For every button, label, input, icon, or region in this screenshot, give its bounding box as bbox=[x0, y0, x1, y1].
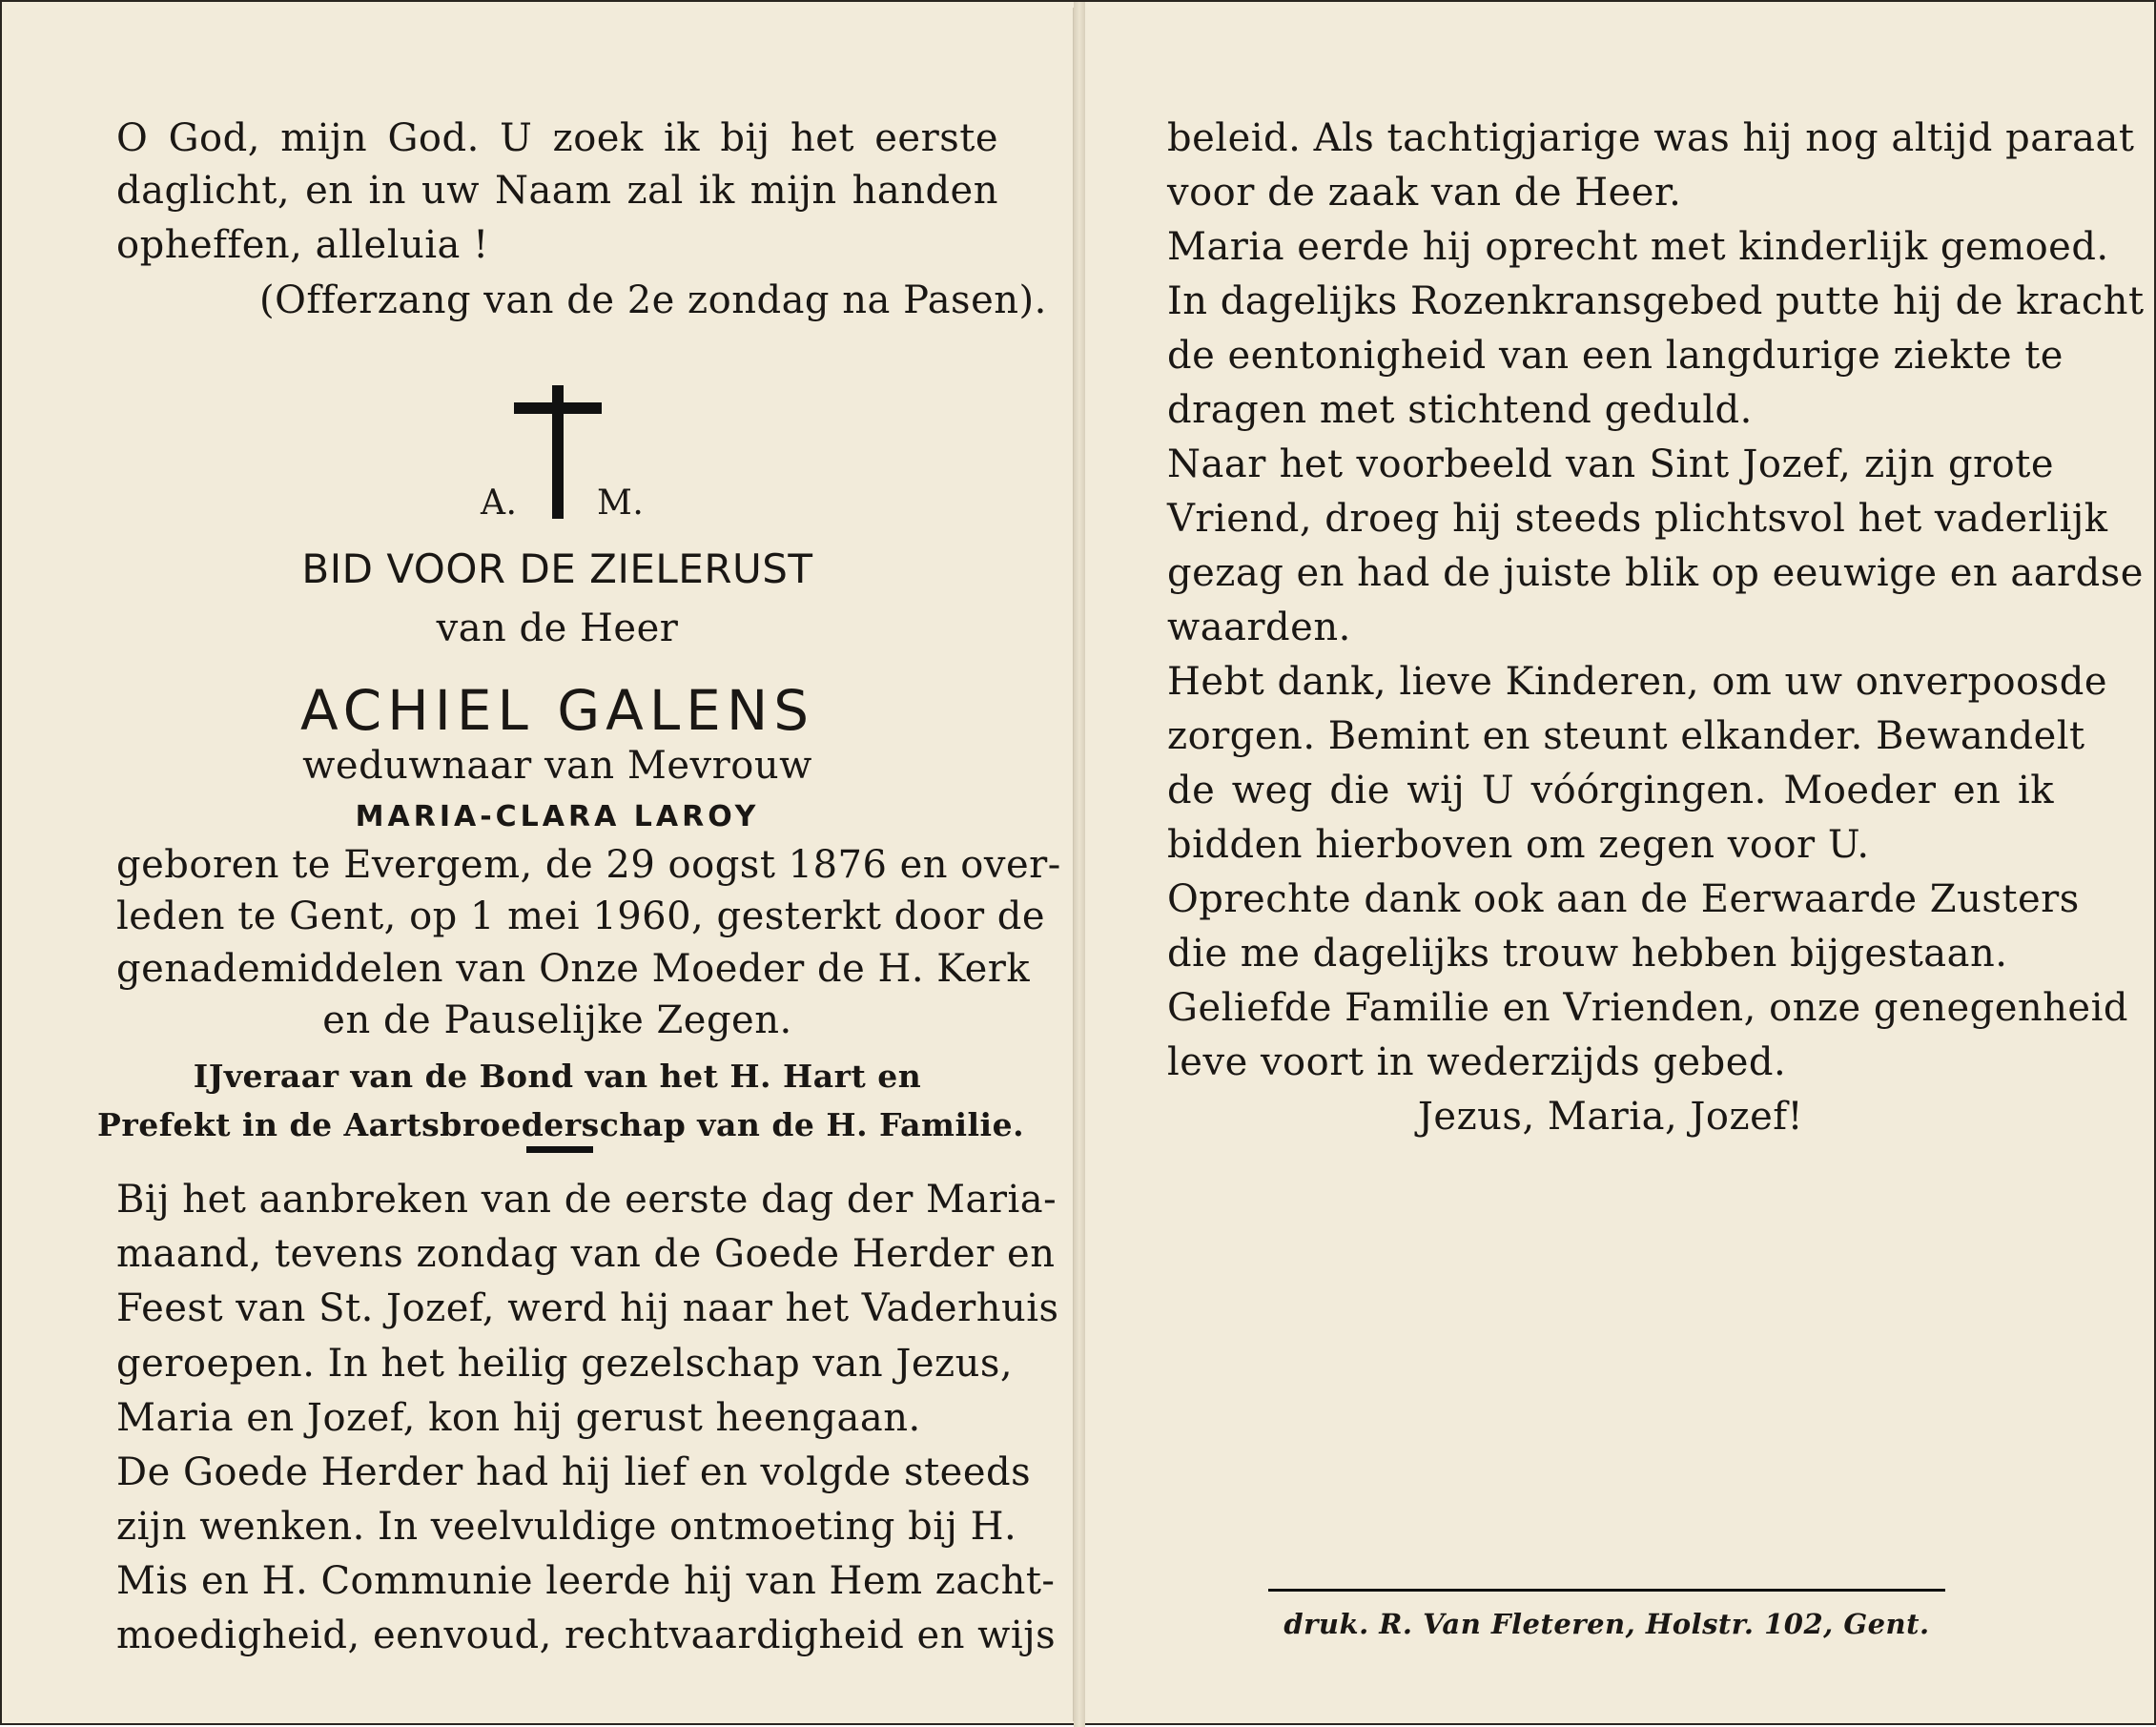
bio-line: genademiddelen van Onze Moeder de H. Kerk bbox=[116, 947, 1031, 991]
bio-line: geboren te Evergem, de 29 oogst 1876 en over- bbox=[116, 843, 1061, 887]
text-line: Oprechte dank ook aan de Eerwaarde Zusters bbox=[1167, 877, 2080, 921]
initials-m: M. bbox=[597, 483, 645, 523]
text-line: Geliefde Familie en Vrienden, onze genegenheid bbox=[1167, 986, 2128, 1030]
text-line: Maria eerde hij oprecht met kinderlijk gemoed. bbox=[1167, 225, 2109, 269]
text-line: Hebt dank, lieve Kinderen, om uw onverpoosde bbox=[1167, 660, 2108, 704]
text-line: voor de zaak van de Heer. bbox=[1167, 171, 1682, 215]
text-line: Bij het aanbreken van de eerste dag der Maria- bbox=[116, 1178, 1057, 1222]
cross-icon-bar bbox=[514, 402, 602, 414]
text-line: De Goede Herder had hij lief en volgde steeds bbox=[116, 1450, 1032, 1494]
text-line: maand, tevens zondag van de Goede Herder en bbox=[116, 1232, 1056, 1276]
text-line: Maria en Jozef, kon hij gerust heengaan. bbox=[116, 1396, 921, 1440]
text-line: geroepen. In het heilig gezelschap van Jezus, bbox=[116, 1342, 1014, 1386]
deceased-name: ACHIEL GALENS bbox=[299, 678, 815, 743]
card-fold bbox=[1074, 2, 1085, 1727]
text-line: bidden hierboven om zegen voor U. bbox=[1167, 823, 1870, 867]
divider-rule bbox=[1268, 1589, 1945, 1592]
bio-line: leden te Gent, op 1 mei 1960, gesterkt door de bbox=[116, 894, 1046, 938]
text-line: Naar het voorbeeld van Sint Jozef, zijn grote bbox=[1167, 442, 2054, 486]
text-line: leve voort in wederzijds gebed. bbox=[1167, 1040, 1787, 1084]
heading: BID VOOR DE ZIELERUST bbox=[301, 545, 813, 592]
text-line: Vriend, droeg hij steeds plichtsvol het vaderlijk bbox=[1167, 497, 2108, 541]
text-line: Feest van St. Jozef, werd hij naar het Vaderhuis bbox=[116, 1286, 1059, 1330]
text-line: de weg die wij U vóórgingen. Moeder en ik bbox=[1167, 769, 2054, 812]
text-line: gezag en had de juiste blik op eeuwige en aardse bbox=[1167, 551, 2144, 595]
salutation: van de Heer bbox=[436, 607, 679, 650]
widower-of: weduwnaar van Mevrouw bbox=[302, 744, 812, 788]
text-line: zijn wenken. In veelvuldige ontmoeting bij H. bbox=[116, 1505, 1017, 1549]
divider-dash bbox=[526, 1146, 593, 1153]
initials-a: A. bbox=[481, 483, 518, 523]
text-line: In dagelijks Rozenkransgebed putte hij de kracht bbox=[1167, 279, 2145, 323]
spouse-name: MARIA-CLARA LAROY bbox=[355, 800, 760, 833]
bio-line: en de Pauselijke Zegen. bbox=[322, 998, 792, 1042]
text-line: de eentonigheid van een langdurige ziekte te bbox=[1167, 334, 2064, 378]
closing-prayer: Jezus, Maria, Jozef! bbox=[1417, 1095, 1804, 1139]
epigraph-source: (Offerzang van de 2e zondag na Pasen). bbox=[259, 278, 1047, 322]
text-line: waarden. bbox=[1167, 606, 1351, 649]
printer-credit: druk. R. Van Fleteren, Holstr. 102, Gent. bbox=[1283, 1608, 1930, 1640]
role-line: Prefekt in de Aartsbroederschap van de H. Familie. bbox=[97, 1106, 1025, 1143]
text-line: beleid. Als tachtigjarige was hij nog altijd paraat bbox=[1167, 116, 2135, 160]
text-line: moedigheid, eenvoud, rechtvaardigheid en wijs bbox=[116, 1614, 1057, 1657]
role-line: IJveraar van de Bond van het H. Hart en bbox=[193, 1058, 922, 1095]
epigraph-line: opheffen, alleluia ! bbox=[116, 223, 489, 267]
text-line: die me dagelijks trouw hebben bijgestaan. bbox=[1167, 932, 2008, 976]
epigraph-line: O God, mijn God. U zoek ik bij het eerste bbox=[116, 116, 998, 160]
text-line: dragen met stichtend geduld. bbox=[1167, 388, 1753, 432]
text-line: zorgen. Bemint en steunt elkander. Bewandelt bbox=[1167, 714, 2085, 758]
text-line: Mis en H. Communie leerde hij van Hem zacht- bbox=[116, 1559, 1056, 1603]
epigraph-line: daglicht, en in uw Naam zal ik mijn handen bbox=[116, 169, 998, 213]
